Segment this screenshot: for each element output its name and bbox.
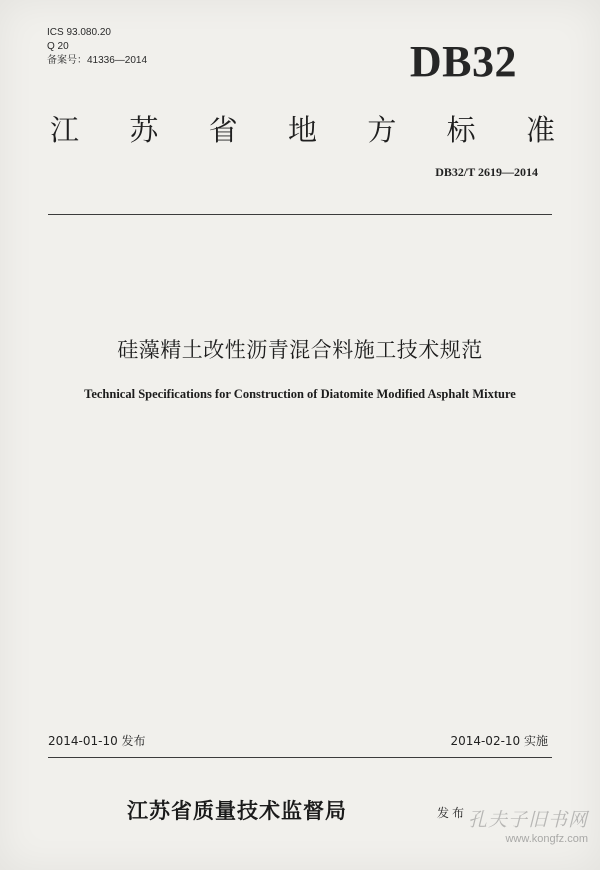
category-code: Q 20 [47,41,69,52]
standard-class-char: 地 [287,113,317,147]
standard-class-char: 标 [446,113,476,147]
document-title-chinese: 硅藻精土改性沥青混合料施工技术规范 [117,338,483,362]
metadata-block [47,26,147,68]
document-title-english: Technical Specifications for Construction of Diatomite Modified Asphalt Mixture [84,387,516,401]
watermark-url: www.kongfz.com [505,833,588,845]
implementation-date: 2014-02-10 实施 [450,734,548,748]
issue-date: 2014-01-10 发布 [48,734,146,748]
standard-class-char: 方 [367,113,397,147]
standard-class-char: 江 [50,113,80,147]
standard-class-char: 苏 [129,113,159,147]
standard-number: DB32/T 2619—2014 [435,165,538,179]
publisher-name: 江苏省质量技术监督局 [127,799,347,823]
standard-class-heading [50,110,555,150]
bottom-divider [48,757,552,758]
record-number: 备案号：41336—2014 [47,55,148,66]
top-divider [48,214,552,215]
watermark [468,808,588,846]
ics-code: ICS 93.080.20 [47,27,111,38]
watermark-site-name: 孔夫子旧书网 [467,809,588,831]
standard-code-heading: DB32 [409,37,517,86]
standard-class-char: 省 [208,113,238,147]
publish-label: 发布 [437,806,468,820]
standard-class-char: 准 [525,113,555,147]
